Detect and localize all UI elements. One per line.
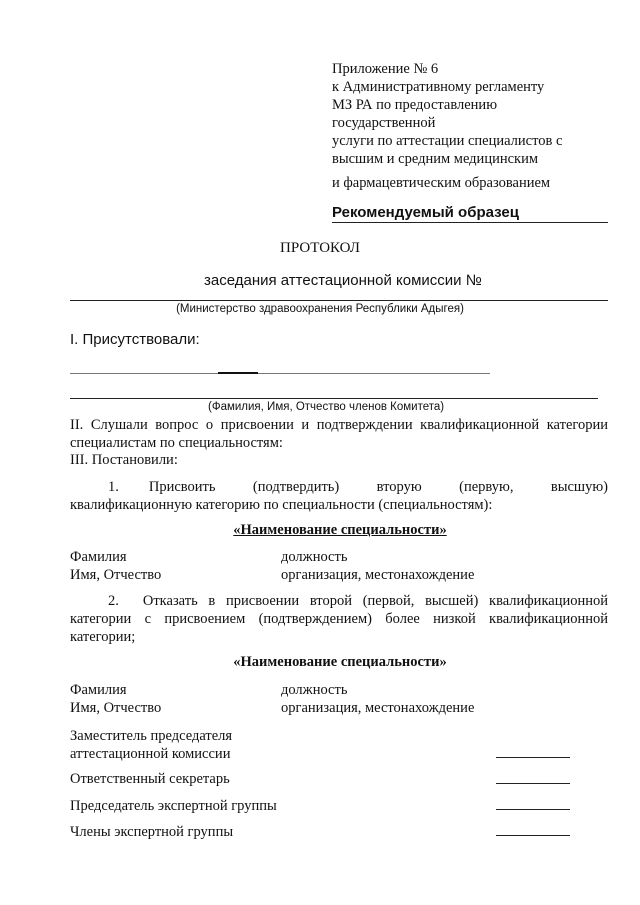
block2-org: организация, местонахождение (281, 700, 475, 716)
section1-heading: I. Присутствовали: (70, 331, 200, 348)
members-line-1 (70, 373, 490, 374)
recommended-sample-underline (332, 222, 608, 223)
appendix-line: государственной (332, 115, 436, 131)
signature-secretary: Ответственный секретарь (70, 771, 230, 787)
specialty-heading-2: «Наименование специальности» (233, 654, 447, 670)
signature-secretary-line (496, 783, 570, 784)
signature-deputy-line1: Заместитель председателя (70, 728, 233, 744)
block2-position: должность (281, 682, 348, 698)
item1-line1 (70, 478, 608, 496)
block2-surname: Фамилия (70, 682, 127, 698)
item1-text-number (70, 478, 216, 496)
block2-name: Имя, Отчество (70, 700, 162, 716)
section2-text: II. Слушали вопрос о присвоении и подтверждении квалификационной категории специалистам по специальностям: (70, 417, 608, 451)
block1-position: должность (281, 549, 348, 565)
members-line-1-accent (218, 372, 258, 374)
item1-word: вторую (376, 479, 422, 495)
section3-heading: III. Постановили: (70, 452, 178, 468)
item1-word: Присвоить (148, 479, 216, 495)
members-line-2 (70, 398, 598, 399)
protocol-title: ПРОТОКОЛ (280, 240, 360, 256)
item1-word: (первую, (459, 479, 514, 495)
signature-deputy-line (496, 757, 570, 758)
appendix-line: услуги по аттестации специалистов с (332, 133, 563, 149)
specialty-heading-1: «Наименование специальности» (233, 522, 447, 538)
item1-word: высшую) (550, 479, 608, 495)
block1-surname: Фамилия (70, 549, 127, 565)
appendix-block (332, 60, 562, 192)
appendix-line: и фармацевтическим образованием (332, 175, 551, 191)
signature-expert-members: Члены экспертной группы (70, 824, 234, 840)
meeting-title-rule (70, 300, 608, 301)
item2-paragraph (70, 592, 608, 646)
item1-number: 1. (108, 479, 119, 495)
item1-word: (подтвердить) (252, 479, 340, 495)
signature-expert-members-line (496, 835, 570, 836)
signature-expert-chair: Председатель экспертной группы (70, 798, 277, 814)
appendix-line: высшим и средним медицинским (332, 151, 539, 167)
item2-text: Отказать в присвоении второй (первой, высшей) квалификационной категории с присвоением (подтверждением) более низкой квалификационной категории; (70, 593, 608, 645)
meeting-title: заседания аттестационной комиссии № (204, 272, 482, 289)
ministry-caption: (Министерство здравоохранения Республики Адыгея) (176, 303, 464, 315)
block1-org: организация, местонахождение (281, 567, 475, 583)
recommended-sample-label: Рекомендуемый образец (332, 204, 519, 221)
signature-deputy-line2: аттестационной комиссии (70, 746, 231, 762)
item2-number: 2. (108, 593, 119, 609)
item1-line2: квалификационную категорию по специальности (специальностям): (70, 497, 493, 513)
signature-expert-chair-line (496, 809, 570, 810)
members-caption: (Фамилия, Имя, Отчество членов Комитета) (208, 401, 445, 413)
block1-name: Имя, Отчество (70, 567, 162, 583)
appendix-line: МЗ РА по предоставлению (332, 97, 498, 113)
appendix-line: Приложение № 6 (332, 61, 439, 77)
appendix-line: к Административному регламенту (332, 79, 545, 95)
